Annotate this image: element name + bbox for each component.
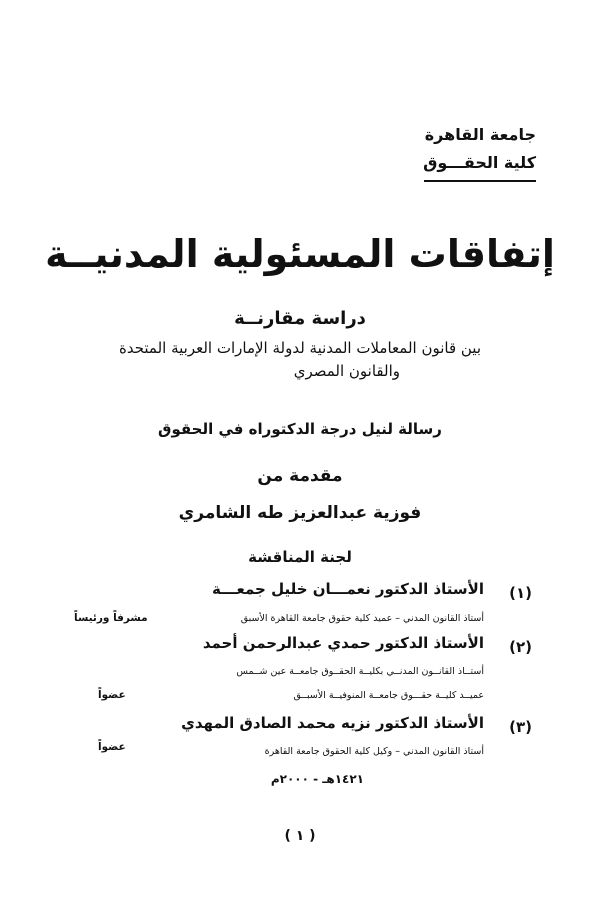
member-2-description-2: عميــد كليــة حقـــوق جامعــة المنوفيــة الأسبــق [293, 690, 484, 701]
member-3-name: الأستاذ الدكتور نزيه محمد الصادق المهدي [181, 714, 484, 732]
page-number: ( ١ ) [284, 828, 316, 844]
member-3-description: أستاذ القانون المدني – وكيل كلية الحقوق جامعة القاهرة [264, 746, 484, 757]
member-1-name: الأستاذ الدكتور نعمـــان خليل جمعـــة [212, 580, 484, 598]
committee-heading: لجنة المناقشة [248, 548, 352, 566]
member-2-role: عضواً [98, 689, 126, 701]
university-name: جامعة القاهرة [424, 125, 536, 144]
member-1-role: مشرفاً ورئيساً [74, 612, 148, 624]
member-3-number: (٣) [509, 718, 532, 736]
presented-by-label: مقدمة من [257, 466, 343, 486]
scope-line-1: بين قانون المعاملات المدنية لدولة الإمارات العربية المتحدة [118, 339, 482, 357]
document-title: إتفاقات المسئولية المدنيــة [45, 232, 555, 276]
document-date: ١٤٢١هـ - ٢٠٠٠م [270, 772, 364, 786]
faculty-underline [424, 180, 536, 182]
member-2-number: (٢) [509, 638, 532, 656]
scope-line-2: والقانون المصري [293, 362, 400, 380]
member-1-description: أستاذ القانون المدني – عميد كلية حقوق جامعة القاهرة الأسبق [240, 613, 484, 624]
member-1-number: (١) [509, 584, 532, 602]
faculty-name: كلية الحقـــوق [423, 153, 536, 172]
member-3-role: عضواً [98, 741, 126, 753]
member-2-name: الأستاذ الدكتور حمدي عبدالرحمن أحمد [202, 634, 484, 652]
member-2-description-1: أستــاذ القانــون المدنــي بكليــة الحقــوق جامعــة عين شــمس [236, 666, 484, 677]
document-subtitle: دراسة مقارنــة [234, 308, 366, 329]
thesis-statement: رسالة لنيل درجة الدكتوراه في الحقوق [158, 420, 442, 438]
author-name: فوزية عبدالعزيز طه الشامري [178, 503, 422, 523]
